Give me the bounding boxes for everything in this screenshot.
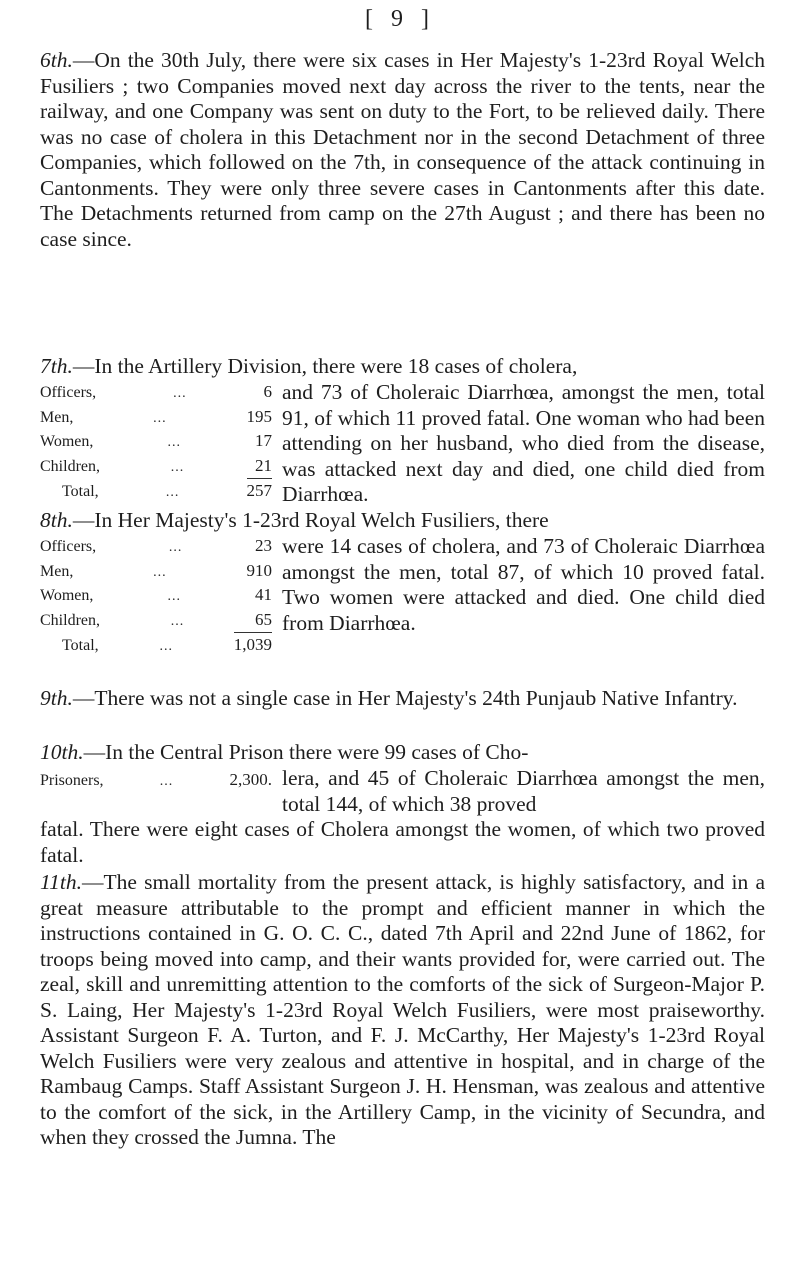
paragraph-label: 8th. [40,508,73,532]
page-number: [ 9 ] [365,6,435,32]
paragraph-10-side-text: lera, and 45 of Choleraic Diarrhœa amongst the men, total 144, of which 38 proved [282,766,765,816]
paragraph-lead: —In the Central Prison there were 99 cases of Cho- [83,740,529,764]
paragraph-label: 7th. [40,354,73,378]
table-row: Men, ... 195 [40,406,272,426]
paragraph-lead: —In Her Majesty's 1-23rd Royal Welch Fusiliers, there [72,508,549,532]
fusiliers-strength-table [40,534,272,657]
paragraph-7-text: and 73 of Choleraic Diarrhœa, amongst the men, total 91, of which 11 proved fatal. One woman who had been attending on her husband, who died from the disease, was attacked next day and died, one child died from Diarrhœa. [282,380,765,506]
paragraph-label: 10th. [40,740,84,764]
paragraph-8-text: were 14 cases of cholera, and 73 of Choleraic Diarrhœa amongst the men, total 87, of which 10 proved fatal. Two women were attacked and died. One child died from Diarrhœa. [282,534,765,635]
paragraph-7-lead [40,354,765,380]
table-row: Officers, ... 23 [40,536,272,555]
table-total-row: Total, ... 257 [40,478,272,503]
paragraph-10-lead [40,740,765,766]
table-row: Officers, ... 6 [40,382,272,401]
paragraph-label: 9th. [40,686,73,710]
paragraph-10-tail: fatal. There were eight cases of Cholera amongst the women, of which two proved fatal. [40,817,765,867]
paragraph-6 [40,48,765,252]
paragraph-text: —The small mortality from the present attack, is highly satisfactory, and in a great measure attributable to the prompt and efficient manner in which the instructions contained in G. O. C. C., dated 7th April and 22nd June of 1862, for troops being moved into camp, and their wants provided for, were carried out. The zeal, skill and unremitting attention to the comforts of the sick of Surgeon-Major P. S. Laing, Her Majesty's 1-23rd Royal Welch Fusiliers, were most praiseworthy. Assistant Surgeon F. A. Turton, and F. J. McCarthy, Her Majesty's 1-23rd Royal Welch Fusiliers were very zealous and attentive in hospital, and in charge of the Rambaug Camps. Staff Assistant Surgeon J. H. Hensman, was zealous and attentive to the comfort of the sick, in the Artillery Camp, in the vicinity of Secundra, and when they crossed the Jumna. The [40,870,765,1149]
table-row: Men, ... 910 [40,560,272,580]
paragraph-lead: —In the Artillery Division, there were 18 cases of cholera, [72,354,578,378]
paragraph-9 [40,686,765,712]
paragraph-label: 11th. [40,870,83,894]
paragraph-11 [40,870,765,1151]
table-row: Prisoners, ... 2,300. [40,770,272,789]
paragraph-8-lead [40,508,765,534]
paragraph-label: 6th. [40,48,73,72]
table-row: Children, ... 21 [40,455,272,475]
table-row: Children, ... 65 [40,609,272,629]
paragraph-text: —On the 30th July, there were six cases in Her Majesty's 1-23rd Royal Welch Fusiliers ; two Companies moved next day across the river to the tents, near the railway, and one Company was sent on duty to the Fort, to be relieved daily. There was no case of cholera in this Detachment nor in the second Detachment of three Companies, which followed on the 7th, in consequence of the attack continuing in Cantonments. They were only three severe cases in Cantonments after this date. The Detachments returned from camp on the 27th August ; and there has been no case since. [40,48,765,251]
paragraph-text: —There was not a single case in Her Majesty's 24th Punjaub Native Infantry. [72,686,738,710]
prison-strength [40,768,272,793]
table-row: Women, ... 17 [40,431,272,450]
table-total-row: Total, ... 1,039 [40,632,272,657]
table-row: Women, ... 41 [40,585,272,604]
artillery-strength-table [40,380,272,503]
